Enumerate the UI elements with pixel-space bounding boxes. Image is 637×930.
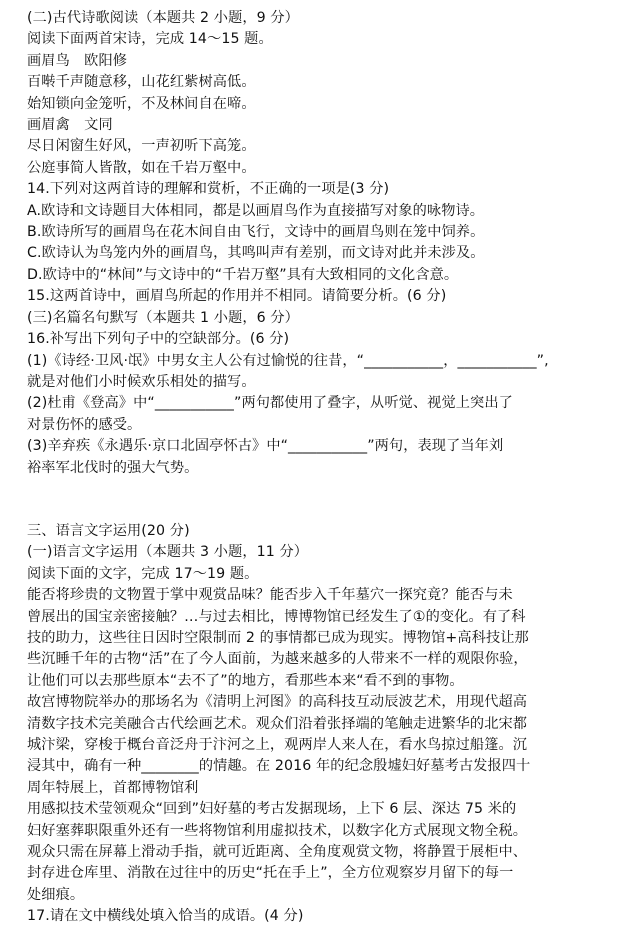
- dictation-item-1: (1)《诗经·卫风·氓》中男女主人公有过愉悦的往昔，“___________，___________”,: [27, 352, 549, 369]
- section-heading-ancient-poetry: (二)古代诗歌阅读（本题共 2 小题，9 分）: [27, 10, 299, 26]
- dictation-item-1-cont: 就是对他们小时候欢乐相处的描写。: [27, 373, 256, 390]
- sub-heading-language: (一)语言文字运用（本题共 3 小题，11 分）: [27, 544, 309, 561]
- reading-instruction: 阅读下面两首宋诗，完成 14～15 题。: [27, 31, 273, 48]
- passage-line: 城汴梁，穿梭于概台音泛舟于汴河之上，观两岸人来人在，看水鸟掠过船篷。沉: [27, 737, 528, 753]
- passage-line: 浸其中，确有一种________的情趣。在 2016 年的纪念殷墟妇好墓考古发报四十: [27, 758, 531, 775]
- dictation-item-3: (3)辛弃疾《永遇乐·京口北固亭怀古》中“___________”两句，表现了当年刘: [27, 438, 504, 455]
- question-16-stem: 16.补写出下列句子中的空缺部分。(6 分): [27, 331, 290, 348]
- poem2-line: 尽日闲窗生好风，一声初听下高笼。: [27, 138, 256, 155]
- question-14-stem: 14.下列对这两首诗的理解和赏析，不正确的一项是(3 分): [27, 181, 390, 198]
- passage-line: 妇好塞葬职限重外还有一些将物馆利用虚拟技术，以数字化方式展现文物全税。: [27, 822, 528, 839]
- passage-paragraph-2: [27, 692, 623, 906]
- section-heading-language: 三、语言文字运用(20 分): [27, 522, 190, 539]
- poem2-line: 公庭事简人皆散，如在千岩万壑中。: [27, 159, 256, 176]
- dictation-item-2: (2)杜甫《登高》中“___________”两句都使用了叠字，从听觉、视觉上突出了: [27, 395, 513, 412]
- passage-line: 技的助力，这些往日因时空限制而 2 的事情都已成为现实。博物馆+高科技让那: [27, 629, 529, 646]
- section-heading-dictation: (三)名篇名句默写（本题共 1 小题，6 分）: [27, 309, 299, 326]
- passage-line: 故宫博物院举办的那场名为《清明上河图》的高科技互动辰波艺术，用现代超高: [27, 694, 528, 711]
- poem1-line: 始知锁向金笼听，不及林间自在啼。: [27, 95, 256, 112]
- poem1-line: 百啭千声随意移，山花红紫树高低。: [27, 74, 256, 91]
- dictation-item-3-cont: 裕率军北伐时的强大气势。: [27, 459, 199, 476]
- question-14-option-d: D.欧诗中的“林间”与文诗中的“千岩万壑”具有大致相同的文化含意。: [27, 266, 459, 283]
- poem2-title: 画眉禽 文同: [27, 117, 113, 134]
- passage-line: 封存进仓库里、消散在过往中的历史“托在手上”，全方位观察岁月留下的每一: [27, 865, 514, 882]
- question-14-option-a: A.欧诗和文诗题目大体相同，都是以画眉鸟作为直接描写对象的咏物诗。: [27, 202, 485, 219]
- passage-line: 让他们可以去那些原本“去不了”的地方，看那些本来“看不到的事物。: [27, 672, 464, 689]
- passage-line: 处细痕。: [27, 886, 85, 903]
- poem1-title: 画眉鸟 欧阳修: [27, 52, 128, 69]
- question-15: 15.这两首诗中，画眉鸟所起的作用并不相同。请简要分析。(6 分): [27, 288, 447, 305]
- passage-paragraph-1: [27, 585, 623, 692]
- dictation-item-2-cont: 对景伤怀的感受。: [27, 416, 142, 433]
- passage-line: 观众只需在屏幕上滑动手指，就可近距离、全角度观赏文物，将静置于展柜中、: [27, 844, 528, 861]
- passage-line: 周年特展上，首都博物馆利: [27, 779, 199, 796]
- section-spacer: [27, 479, 623, 521]
- passage-line: 些沉睡千年的古物“活”在了今人面前，为越来越多的人带来不一样的观限你验，: [27, 651, 528, 668]
- question-17: 17.请在文中横线处填入恰当的成语。(4 分): [27, 908, 304, 925]
- reading-instruction: 阅读下面的文字，完成 17～19 题。: [27, 565, 259, 582]
- passage-line: 用感拟技术莹领观众“回到”妇好墓的考古发据现场，上下 6 层、深达 75 米的: [27, 801, 517, 818]
- question-14-option-b: B.欧诗所写的画眉鸟在花木间自由飞行，文诗中的画眉鸟则在笼中饲养。: [27, 224, 485, 241]
- question-14-option-c: C.欧诗认为鸟笼内外的画眉鸟，其鸣叫声有差别，而文诗对此并未涉及。: [27, 245, 485, 262]
- passage-line: 能否将珍贵的文物置于掌中观赏品味？能否步入千年墓穴一探究竟？能否与未: [27, 587, 513, 604]
- passage-line: 清数字技术完美融合古代绘画艺术。观众们沿着张择端的笔触走进繁华的北宋都: [27, 715, 528, 732]
- passage-line: 曾展出的国宝亲密接触？…与过去相比，博博物馆已经发生了①的变化。有了科: [27, 608, 526, 625]
